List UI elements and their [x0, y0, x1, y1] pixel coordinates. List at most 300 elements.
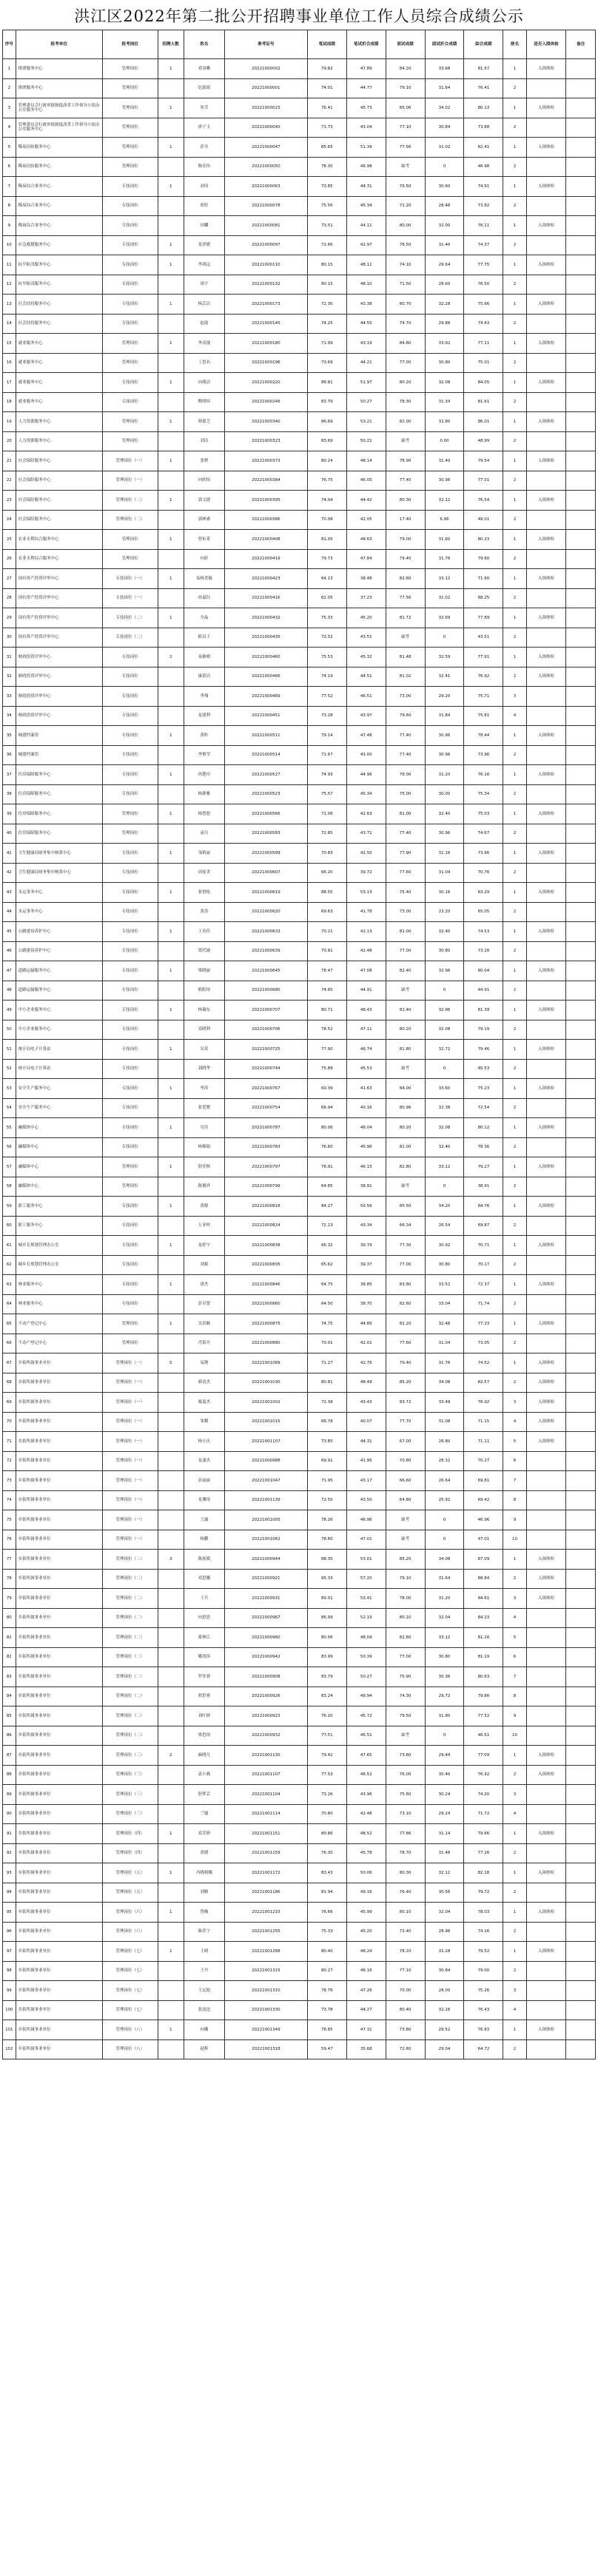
cell-quota: [158, 1667, 184, 1687]
cell-post: 管理岗位（六）: [102, 1903, 158, 1923]
cell-rank: 3: [503, 1393, 526, 1413]
cell-interview-conv: 30.80: [425, 353, 464, 373]
cell-physical: [526, 1294, 566, 1314]
cell-post: 管理岗位（三）: [102, 1785, 158, 1805]
cell-total: 44.91: [464, 981, 503, 1001]
cell-interview: 84.80: [386, 334, 425, 354]
table-row: [3, 1451, 596, 1471]
cell-written-conv: 46.51: [346, 687, 386, 707]
cell-total: 79.46: [464, 1040, 503, 1060]
cell-physical: [526, 1628, 566, 1648]
cell-post: 管理岗位（二）: [102, 510, 158, 530]
cell-written-conv: 48.11: [346, 255, 386, 275]
cell-total: 70.17: [464, 1255, 503, 1275]
cell-unit: 中小企业服务中心: [16, 1001, 102, 1020]
cell-total: 74.20: [464, 1785, 503, 1805]
cell-quota: [158, 706, 184, 726]
cell-physical: 入围体检: [526, 530, 566, 550]
cell-no: 33: [3, 687, 16, 707]
cell-name: 彭丞: [184, 138, 224, 158]
cell-no: 3: [3, 98, 16, 118]
cell-remark: [566, 1334, 596, 1353]
cell-total: 69.87: [464, 1216, 503, 1236]
cell-written: 71.06: [307, 804, 346, 824]
cell-unit: 乡街所属事业单位: [16, 1432, 102, 1452]
cell-post: 管理岗位（一）: [102, 1432, 158, 1452]
cell-ticket: 20221000323: [224, 431, 307, 451]
cell-remark: [566, 902, 596, 922]
cell-remark: [566, 1706, 596, 1726]
cell-remark: [566, 687, 596, 707]
table-row: [3, 1726, 596, 1746]
cell-post: 管理岗位（七）: [102, 1961, 158, 1981]
cell-written: 65.62: [307, 1255, 346, 1275]
cell-name: 朱莹: [184, 98, 224, 118]
cell-unit: 应急救援服务中心: [16, 235, 102, 255]
cell-remark: [566, 549, 596, 569]
cell-written-conv: 48.24: [346, 1942, 386, 1962]
table-row: [3, 2039, 596, 2059]
cell-rank: 9: [503, 1706, 526, 1726]
cell-physical: 入围体检: [526, 1903, 566, 1923]
cell-written: 73.26: [307, 1785, 346, 1805]
cell-rank: 4: [503, 1804, 526, 1824]
cell-post: 管理岗位: [102, 1314, 158, 1334]
cell-interview-conv: 29.20: [425, 687, 464, 707]
table-row: [3, 1863, 596, 1883]
cell-total: 78.44: [464, 726, 503, 746]
cell-no: 83: [3, 1667, 16, 1687]
cell-name: 易杨美毓: [184, 569, 224, 589]
cell-physical: 入围体检: [526, 922, 566, 942]
cell-written-conv: 48.04: [346, 1118, 386, 1138]
cell-quota: 1: [158, 491, 184, 511]
cell-interview-conv: 30.80: [425, 1647, 464, 1667]
cell-name: 向娜: [184, 2020, 224, 2040]
cell-no: 4: [3, 118, 16, 138]
cell-no: 14: [3, 314, 16, 334]
cell-unit: 统计局电子计算站: [16, 1059, 102, 1079]
cell-interview: 77.90: [386, 844, 425, 864]
cell-remark: [566, 1294, 596, 1314]
cell-total: 71.15: [464, 1412, 503, 1432]
cell-quota: [158, 1647, 184, 1667]
table-row: [3, 1647, 596, 1667]
cell-no: 64: [3, 1294, 16, 1314]
cell-post: 管理岗位（一）: [102, 471, 158, 491]
cell-no: 51: [3, 1040, 16, 1060]
cell-rank: 2: [503, 1843, 526, 1863]
cell-unit: 安全生产服务中心: [16, 1079, 102, 1099]
cell-total: 74.91: [464, 177, 503, 197]
cell-remark: [566, 1314, 596, 1334]
table-row: [3, 1373, 596, 1393]
cell-written: 80.15: [307, 255, 346, 275]
cell-interview: 76.50: [386, 177, 425, 197]
cell-post: 管理岗位（三）: [102, 1746, 158, 1766]
cell-ticket: 20221000435: [224, 628, 307, 648]
cell-physical: [526, 1059, 566, 1079]
cell-physical: 入围体检: [526, 1157, 566, 1177]
cell-rank: 9: [503, 1510, 526, 1530]
cell-rank: 1: [503, 1314, 526, 1334]
cell-quota: 1: [158, 412, 184, 432]
cell-remark: [566, 1393, 596, 1413]
cell-name: 李鸿远: [184, 255, 224, 275]
cell-ticket: 20221000196: [224, 353, 307, 373]
cell-post: 专技岗位: [102, 1098, 158, 1118]
cell-written-conv: 45.73: [346, 98, 386, 118]
cell-total: 68.25: [464, 588, 503, 608]
cell-written: 73.85: [307, 177, 346, 197]
cell-written-conv: 43.34: [346, 1216, 386, 1236]
cell-no: 21: [3, 451, 16, 471]
cell-physical: [526, 196, 566, 216]
cell-ticket: 20221000787: [224, 1118, 307, 1138]
cell-ticket: 20221000451: [224, 706, 307, 726]
cell-quota: 1: [158, 844, 184, 864]
cell-written-conv: 48.49: [346, 1373, 386, 1393]
cell-written: 74.19: [307, 667, 346, 687]
cell-name: 杨恕恕: [184, 804, 224, 824]
cell-written-conv: 51.97: [346, 373, 386, 393]
cell-name: 张迅迅: [184, 2000, 224, 2020]
cell-interview: 79.50: [386, 1706, 425, 1726]
cell-written: 84.27: [307, 1197, 346, 1217]
cell-written-conv: 42.97: [346, 235, 386, 255]
cell-quota: [158, 2039, 184, 2059]
cell-interview: 80.30: [386, 1863, 425, 1883]
cell-written: 76.66: [307, 1903, 346, 1923]
table-row: [3, 78, 596, 98]
cell-unit: 乡街所属事业单位: [16, 1628, 102, 1648]
cell-physical: [526, 471, 566, 491]
cell-remark: [566, 1353, 596, 1373]
cell-rank: 2: [503, 941, 526, 961]
cell-unit: 公路建设养护中心: [16, 941, 102, 961]
cell-written: 75.53: [307, 648, 346, 667]
cell-quota: [158, 1843, 184, 1863]
cell-written-conv: 42.63: [346, 804, 386, 824]
cell-quota: [158, 1530, 184, 1550]
table-row: [3, 1765, 596, 1785]
cell-name: 麻晓凡: [184, 1746, 224, 1766]
cell-physical: [526, 431, 566, 451]
cell-quota: [158, 1098, 184, 1118]
cell-interview-conv: 33.12: [425, 1628, 464, 1648]
cell-written-conv: 44.31: [346, 177, 386, 197]
table-row: [3, 1353, 596, 1373]
cell-remark: [566, 1981, 596, 2001]
cell-rank: 1: [503, 1824, 526, 1844]
table-row: [3, 1197, 596, 1217]
cell-total: 79.54: [464, 451, 503, 471]
cell-physical: 入围体检: [526, 569, 566, 589]
cell-physical: [526, 1098, 566, 1118]
table-row: [3, 1843, 596, 1863]
cell-written: 70.81: [307, 941, 346, 961]
cell-no: 82: [3, 1647, 16, 1667]
cell-ticket: 20221000835: [224, 1255, 307, 1275]
cell-quota: [158, 1059, 184, 1079]
cell-name: 黄醇: [184, 1197, 224, 1217]
cell-interview-conv: 31.08: [425, 1412, 464, 1432]
cell-name: 刘洁: [184, 431, 224, 451]
cell-physical: 入围体检: [526, 216, 566, 236]
cell-written: 74.93: [307, 765, 346, 785]
cell-interview: 81.00: [386, 1137, 425, 1157]
cell-written: 80.15: [307, 275, 346, 295]
cell-post: 管理岗位（一）: [102, 1353, 158, 1373]
cell-ticket: 20221001330: [224, 2000, 307, 2020]
cell-written-conv: 44.96: [346, 765, 386, 785]
table-row: [3, 588, 596, 608]
cell-written: 66.20: [307, 863, 346, 883]
cell-no: 9: [3, 216, 16, 236]
cell-interview: 78.90: [386, 451, 425, 471]
cell-written-conv: 50.56: [346, 1197, 386, 1217]
cell-quota: 1: [158, 608, 184, 628]
cell-total: 77.26: [464, 1843, 503, 1863]
cell-remark: [566, 314, 596, 334]
cell-total: 70.71: [464, 1236, 503, 1256]
cell-no: 58: [3, 1177, 16, 1197]
cell-remark: [566, 431, 596, 451]
cell-remark: [566, 334, 596, 354]
cell-written: 66.78: [307, 1412, 346, 1432]
cell-interview-conv: 30.24: [425, 1785, 464, 1805]
cell-no: 42: [3, 863, 16, 883]
cell-interview-conv: 29.04: [425, 2039, 464, 2059]
cell-ticket: 20221001139: [224, 1490, 307, 1510]
cell-rank: 2: [503, 667, 526, 687]
cell-no: 86: [3, 1726, 16, 1746]
table-row: [3, 1471, 596, 1491]
cell-remark: [566, 1628, 596, 1648]
cell-interview-conv: 33.12: [425, 569, 464, 589]
cell-written: 75.56: [307, 196, 346, 216]
cell-post: 管理岗位: [102, 1334, 158, 1353]
cell-physical: 入围体检: [526, 1569, 566, 1589]
cell-interview-conv: 30.36: [425, 1667, 464, 1687]
cell-name: 赵霞: [184, 314, 224, 334]
cell-rank: 10: [503, 1530, 526, 1550]
cell-interview-conv: 31.40: [425, 451, 464, 471]
cell-post: 管理岗位（二）: [102, 1686, 158, 1706]
cell-written: 80.06: [307, 1118, 346, 1138]
cell-physical: 入围体检: [526, 1040, 566, 1060]
cell-no: 32: [3, 667, 16, 687]
cell-physical: 入围体检: [526, 667, 566, 687]
table-row: [3, 98, 596, 118]
cell-name: 邓羽晰: [184, 59, 224, 79]
cell-no: 24: [3, 510, 16, 530]
cell-written: 73.28: [307, 706, 346, 726]
cell-written-conv: 41.95: [346, 1451, 386, 1471]
cell-interview-conv: 29.64: [425, 255, 464, 275]
cell-unit: 乡街所属事业单位: [16, 1804, 102, 1824]
cell-remark: [566, 706, 596, 726]
cell-name: 杨芸洁: [184, 295, 224, 315]
cell-ticket: 20221001015: [224, 1412, 307, 1432]
cell-quota: [158, 392, 184, 412]
cell-quota: 1: [158, 1197, 184, 1217]
cell-interview-conv: 32.28: [425, 295, 464, 315]
table-row: [3, 1001, 596, 1020]
cell-total: 73.88: [464, 118, 503, 138]
cell-physical: 入围体检: [526, 844, 566, 864]
cell-interview-conv: 0: [425, 1059, 464, 1079]
cell-rank: 2: [503, 628, 526, 648]
cell-remark: [566, 1471, 596, 1491]
cell-rank: 1: [503, 491, 526, 511]
cell-no: 78: [3, 1569, 16, 1589]
cell-total: 84.23: [464, 1608, 503, 1628]
cell-written-conv: 43.71: [346, 824, 386, 844]
cell-interview-conv: 23.20: [425, 902, 464, 922]
cell-post: 管理岗位: [102, 804, 158, 824]
cell-no: 59: [3, 1197, 16, 1217]
cell-name: 张爱婴: [184, 1098, 224, 1118]
cell-name: 杨静雅: [184, 784, 224, 804]
cell-remark: [566, 628, 596, 648]
cell-written-conv: 35.68: [346, 2039, 386, 2059]
cell-written-conv: 47.11: [346, 1020, 386, 1040]
cell-interview-conv: 30.40: [425, 1765, 464, 1785]
cell-written: 74.85: [307, 981, 346, 1001]
cell-interview: 80.20: [386, 1020, 425, 1040]
cell-rank: 7: [503, 1667, 526, 1687]
cell-unit: 抗旱防汛服务中心: [16, 255, 102, 275]
cell-ticket: 20221000246: [224, 392, 307, 412]
table-row: [3, 431, 596, 451]
table-row: [3, 804, 596, 824]
cell-no: 43: [3, 883, 16, 903]
table-row: [3, 1746, 596, 1766]
cell-total: 81.39: [464, 1001, 503, 1020]
cell-rank: 1: [503, 608, 526, 628]
cell-name: 张惜纶: [184, 883, 224, 903]
cell-name: 欧昌子: [184, 628, 224, 648]
cell-written-conv: 44.11: [346, 216, 386, 236]
cell-name: 曾佩: [184, 1903, 224, 1923]
cell-rank: 2: [503, 902, 526, 922]
cell-rank: 5: [503, 1628, 526, 1648]
cell-total: 43.51: [464, 628, 503, 648]
table-row: [3, 726, 596, 746]
cell-name: 杨薇东: [184, 1001, 224, 1020]
cell-rank: 1: [503, 844, 526, 864]
cell-interview: 77.56: [386, 588, 425, 608]
cell-interview-conv: 32.40: [425, 1137, 464, 1157]
cell-written-conv: 45.32: [346, 648, 386, 667]
cell-unit: 管理委员会行政审批制度改革工作领导小组办公室服务中心: [16, 118, 102, 138]
cell-interview: 80.96: [386, 1098, 425, 1118]
cell-interview: 77.10: [386, 118, 425, 138]
cell-post: 管理岗位（八）: [102, 2020, 158, 2040]
cell-remark: [566, 295, 596, 315]
cell-physical: 入围体检: [526, 295, 566, 315]
cell-interview-conv: 31.14: [425, 1824, 464, 1844]
cell-total: 74.43: [464, 314, 503, 334]
table-row: [3, 1608, 596, 1628]
cell-written: 80.86: [307, 1824, 346, 1844]
cell-no: 30: [3, 628, 16, 648]
cell-unit: 乡街所属事业单位: [16, 1490, 102, 1510]
cell-remark: [566, 1765, 596, 1785]
cell-ticket: 20221000023: [224, 98, 307, 118]
cell-ticket: 20221000921: [224, 1569, 307, 1589]
cell-name: 龙珊琦: [184, 1490, 224, 1510]
cell-unit: 乡街所属事业单位: [16, 1373, 102, 1393]
cell-rank: 2: [503, 314, 526, 334]
cell-physical: 入围体检: [526, 961, 566, 981]
cell-name: 舒梦芸: [184, 1785, 224, 1805]
cell-name: 梁晓丽: [184, 961, 224, 981]
cell-quota: 1: [158, 922, 184, 942]
cell-physical: [526, 1177, 566, 1197]
table-row: [3, 824, 596, 844]
cell-interview-conv: 25.92: [425, 1490, 464, 1510]
cell-physical: 入围体检: [526, 1393, 566, 1413]
cell-interview-conv: 32.96: [425, 961, 464, 981]
cell-name: 邓芳妙: [184, 1824, 224, 1844]
cell-quota: 1: [158, 530, 184, 550]
cell-interview-conv: 32.12: [425, 1863, 464, 1883]
table-row: [3, 196, 596, 216]
col-ticket: 准考证号: [224, 30, 307, 59]
cell-written-conv: 43.38: [346, 295, 386, 315]
cell-physical: 入围体检: [526, 1314, 566, 1334]
cell-unit: 乡街所属事业单位: [16, 1608, 102, 1628]
cell-name: 李翔: [184, 687, 224, 707]
cell-interview: 78.00: [386, 765, 425, 785]
cell-quota: [158, 1785, 184, 1805]
cell-unit: 乡街所属事业单位: [16, 1647, 102, 1667]
cell-physical: [526, 392, 566, 412]
cell-unit: 排渡服务中心: [16, 78, 102, 98]
cell-ticket: 20221001107: [224, 1765, 307, 1785]
cell-unit: 卫生健康局财务集中核算中心: [16, 863, 102, 883]
cell-name: 万亚梓: [184, 1216, 224, 1236]
cell-interview: 缺考: [386, 1530, 425, 1550]
cell-name: 危婧婧: [184, 78, 224, 98]
cell-no: 79: [3, 1589, 16, 1609]
cell-name: 李涛: [184, 1079, 224, 1099]
cell-ticket: 20221001318: [224, 2039, 307, 2059]
cell-quota: [158, 1294, 184, 1314]
cell-remark: [566, 78, 596, 98]
cell-written-conv: 39.72: [346, 863, 386, 883]
cell-no: 66: [3, 1334, 16, 1353]
cell-written: 80.71: [307, 1001, 346, 1020]
cell-post: 管理岗位（二）: [102, 1628, 158, 1648]
cell-name: 王远旭: [184, 1981, 224, 2001]
cell-post: 管理岗位（二）: [102, 1569, 158, 1589]
cell-total: 74.37: [464, 235, 503, 255]
cell-quota: [158, 1020, 184, 1040]
cell-rank: 4: [503, 706, 526, 726]
cell-rank: 2: [503, 824, 526, 844]
cell-rank: 2: [503, 1294, 526, 1314]
cell-unit: 乡街所属事业单位: [16, 1550, 102, 1570]
cell-name: 龙潇杰: [184, 1451, 224, 1471]
cell-name: 粟嘉杰: [184, 1393, 224, 1413]
cell-total: 86.01: [464, 412, 503, 432]
cell-ticket: 20221000511: [224, 726, 307, 746]
cell-total: 71.74: [464, 1294, 503, 1314]
cell-unit: 道路运输服务中心: [16, 961, 102, 981]
